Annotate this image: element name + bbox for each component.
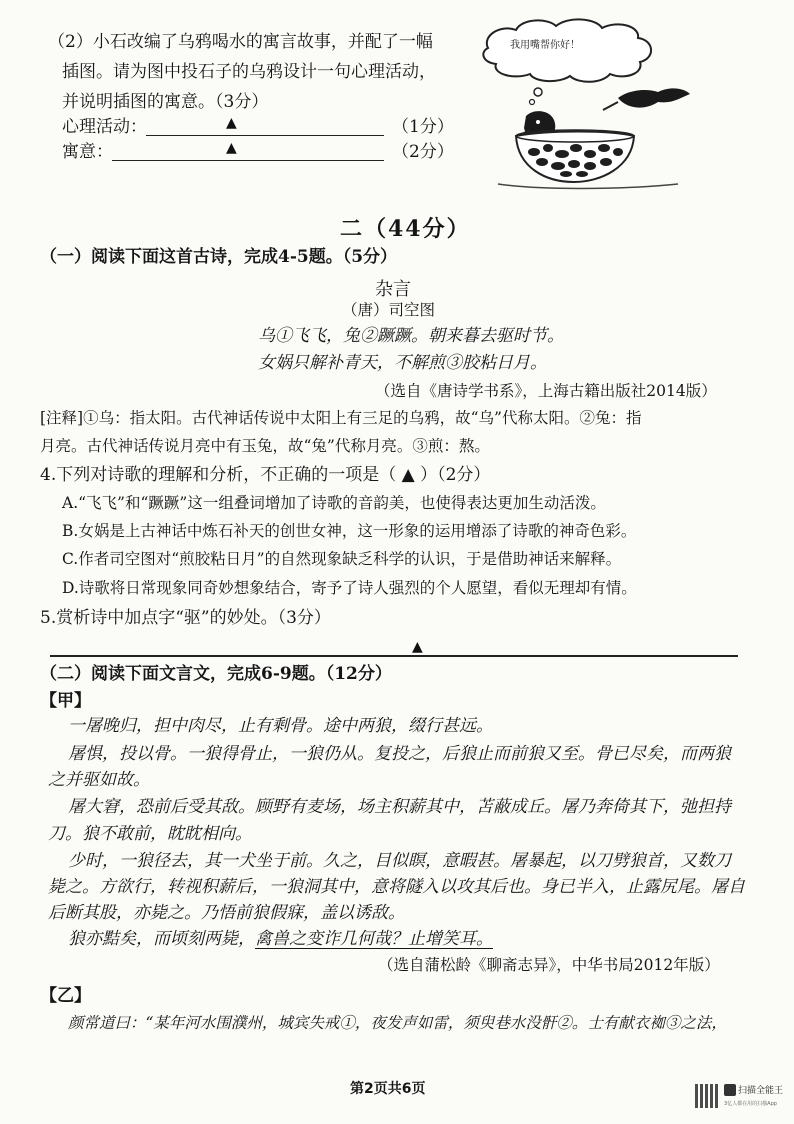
yi-line-1: 颜常道曰：“某年河水围濮州，城宾失戒①，夜发声如雷，须臾巷水没骭②。士有献衣袽③之法， <box>68 1014 727 1032</box>
jia-line-8: 后断其股，亦毙之。乃悟前狼假寐，盖以诱敌。 <box>48 903 405 923</box>
page-number: 第2页共6页 <box>350 1081 426 1097</box>
note-line-1: [注释]①乌：指太阳。古代神话传说中太阳上有三足的乌鸦，故“乌”代称太阳。②兔：指 <box>40 409 642 427</box>
jia-line-6: 少时，一狼径去，其一犬坐于前。久之，目似瞑，意暇甚。屠暴起，以刀劈狼首，又数刀 <box>68 851 731 871</box>
q2-line1: （2）小石改编了乌鸦喝水的寓言故事，并配了一幅 <box>48 32 433 52</box>
part1-heading: （一）阅读下面这首古诗，完成4-5题。（5分） <box>40 247 398 267</box>
q2-line2: 插图。请为图中投石子的乌鸦设计一句心理活动， <box>62 62 436 82</box>
answer-marker-icon: ▲ <box>226 115 237 131</box>
poem-title: 杂言 <box>375 279 411 300</box>
q4-option-a[interactable]: A.“飞飞”和“蹶蹶”这一组叠词增加了诗歌的音韵美，也使得表达更加生动活泼。 <box>62 494 606 512</box>
q4-option-c[interactable]: C.作者司空图对“煎胶粘日月”的自然现象缺乏科学的认识，于是借助神话来解释。 <box>62 550 622 568</box>
mind-score: （1分） <box>392 117 454 137</box>
scanner-brand-sub: 3亿人都在用的扫描App <box>724 1101 777 1107</box>
question-4: 4.下列对诗歌的理解和分析，不正确的一项是（ ▲ ）（2分） <box>40 465 491 485</box>
jia-line-5: 刀。狼不敢前，眈眈相向。 <box>48 824 252 844</box>
jia-line-2: 屠惧，投以骨。一狼得骨止，一狼仍从。复投之，后狼止而前狼又至。骨已尽矣，而两狼 <box>68 744 731 764</box>
poem-author: （唐）司空图 <box>342 301 436 319</box>
question-5: 5.赏析诗中加点字“驱”的妙处。（3分） <box>40 608 331 628</box>
jia-line-3: 之并驱如故。 <box>48 770 150 790</box>
jia-source: （选自蒲松龄《聊斋志异》，中华书局2012年版） <box>378 956 720 974</box>
mind-answer-blank[interactable] <box>146 135 384 136</box>
q4-option-b[interactable]: B.女娲是上古神话中炼石补天的创世女神，这一形象的运用增添了诗歌的神奇色彩。 <box>62 522 637 540</box>
scanner-logo-icon <box>724 1084 736 1096</box>
jia-line-4: 屠大窘，恐前后受其敌。顾野有麦场，场主积薪其中，苫蔽成丘。屠乃奔倚其下，弛担持 <box>68 797 731 817</box>
jia-line-1: 一屠晚归，担中肉尽，止有剩骨。途中两狼，缀行甚远。 <box>68 716 493 736</box>
meaning-label: 寓意： <box>62 142 113 162</box>
jia-last-prefix: 狼亦黠矣，而顷刻两毙， <box>68 929 255 949</box>
poem-line-1: 乌①飞飞，兔②蹶蹶。朝来暮去驱时节。 <box>258 326 564 346</box>
meaning-score: （2分） <box>392 142 454 162</box>
answer-marker-icon: ▲ <box>412 639 423 655</box>
jia-underlined-sentence: 禽兽之变诈几何哉？止增笑耳。 <box>255 929 493 949</box>
answer-marker-icon: ▲ <box>226 140 237 156</box>
jia-line-9 <box>68 931 493 948</box>
jia-line-7: 毙之。方欲行，转视积薪后，一狼洞其中，意将隧入以攻其后也。身已半入，止露尻尾。屠自 <box>48 877 745 897</box>
q5-answer-line[interactable] <box>50 655 738 657</box>
part2-heading: （二）阅读下面文言文，完成6-9题。（12分） <box>40 664 392 684</box>
jia-label: 【甲】 <box>40 691 91 711</box>
yi-label: 【乙】 <box>40 986 91 1006</box>
poem-line-2: 女娲只解补青天，不解煎③胶粘日月。 <box>258 353 547 373</box>
poem-source: （选自《唐诗学书系》，上海古籍出版社2014版） <box>375 382 717 400</box>
meaning-answer-blank[interactable] <box>112 160 384 161</box>
crow-illustration <box>478 18 700 193</box>
q4-option-d[interactable]: D.诗歌将日常现象同奇妙想象结合，寄予了诗人强烈的个人愿望，看似无理却有情。 <box>62 579 637 597</box>
mind-label: 心理活动： <box>62 117 147 137</box>
note-line-2: 月亮。古代神话传说月亮中有玉兔，故“兔”代称月亮。③煎：熬。 <box>40 437 490 455</box>
section-title: 二（44分） <box>340 216 471 242</box>
scanner-brand: 扫描全能王 <box>738 1086 784 1096</box>
illustration-bubble-text: 我用嘴帮你好！ <box>510 40 580 51</box>
q2-line3: 并说明插图的寓意。（3分） <box>62 92 269 112</box>
qr-code-icon <box>695 1084 719 1108</box>
